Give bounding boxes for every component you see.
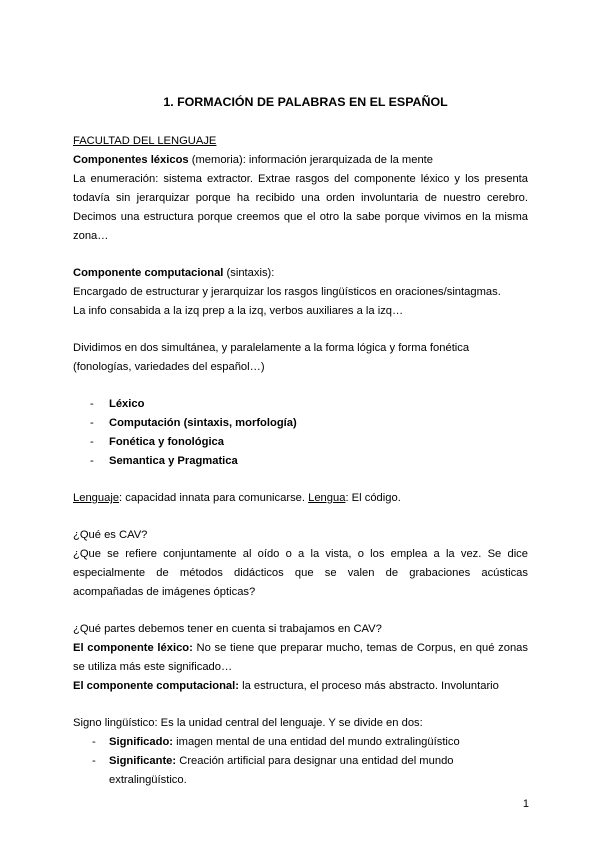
cav-parts-question: ¿Qué partes debemos tener en cuenta si trabajamos en CAV? <box>73 623 382 635</box>
computational-line-1: Encargado de estructurar y jerarquizar los rasgos lingüísticos en oraciones/sintagmas. <box>73 286 501 298</box>
computational-component-line: Componente computacional (sintaxis): <box>73 267 275 279</box>
document-page <box>73 0 528 848</box>
components-list <box>73 395 528 471</box>
cav-computational-component: El componente computacional: la estructura, el proceso más abstracto. Involuntario <box>73 680 499 692</box>
cav-answer: ¿Que se refiere conjuntamente al oído o a la vista, o los emplea a la vez. Se dice especialmente de métodos didácticos que se valen de grabaciones acústicas acompañadas de imágenes ópticas? <box>73 548 528 598</box>
lexical-components-paragraph: La enumeración: sistema extractor. Extrae rasgos del componente léxico y los presenta todavía sin jerarquizar porque ha recibido una orden involuntaria de nuestro cerebro. Decimos una estructura porque creemos que el otro la sabe porque vivimos en la misma zona… <box>73 173 528 242</box>
list-item: - Computación (sintaxis, morfología) <box>90 417 297 429</box>
division-paragraph: Dividimos en dos simultánea, y paralelamente a la forma lógica y forma fonética (fonologías, variedades del español…) <box>73 342 470 373</box>
cav-lexical-component: El componente léxico: No se tiene que preparar mucho, temas de Corpus, en qué zonas se utiliza más este significado… <box>73 642 528 673</box>
lexical-components-line: Componentes léxicos (memoria): información jerarquizada de la mente <box>73 154 434 166</box>
page-number: 1 <box>522 798 529 810</box>
cav-question: ¿Qué es CAV? <box>73 529 148 541</box>
sign-list <box>73 733 528 790</box>
language-definition: Lenguaje: capacidad innata para comunicarse. Lengua: El código. <box>73 492 401 504</box>
list-item: - Semantica y Pragmatica <box>90 455 238 467</box>
list-item: - Fonética y fonológica <box>90 436 224 448</box>
list-item: - Léxico <box>90 398 145 410</box>
page-title: 1. FORMACIÓN DE PALABRAS EN EL ESPAÑOL <box>163 95 448 109</box>
document-body <box>73 132 528 790</box>
linguistic-sign-intro: Signo lingüístico: Es la unidad central del lenguaje. Y se divide en dos: <box>73 717 423 729</box>
list-item: - Significado: imagen mental de una entidad del mundo extralingüístico <box>92 736 460 748</box>
list-item: - Significante: Creación artificial para designar una entidad del mundo extralingüístico. <box>92 755 454 786</box>
section-heading: FACULTAD DEL LENGUAJE <box>73 135 217 147</box>
computational-line-2: La info consabida a la izq prep a la izq, verbos auxiliares a la izq… <box>73 305 404 317</box>
